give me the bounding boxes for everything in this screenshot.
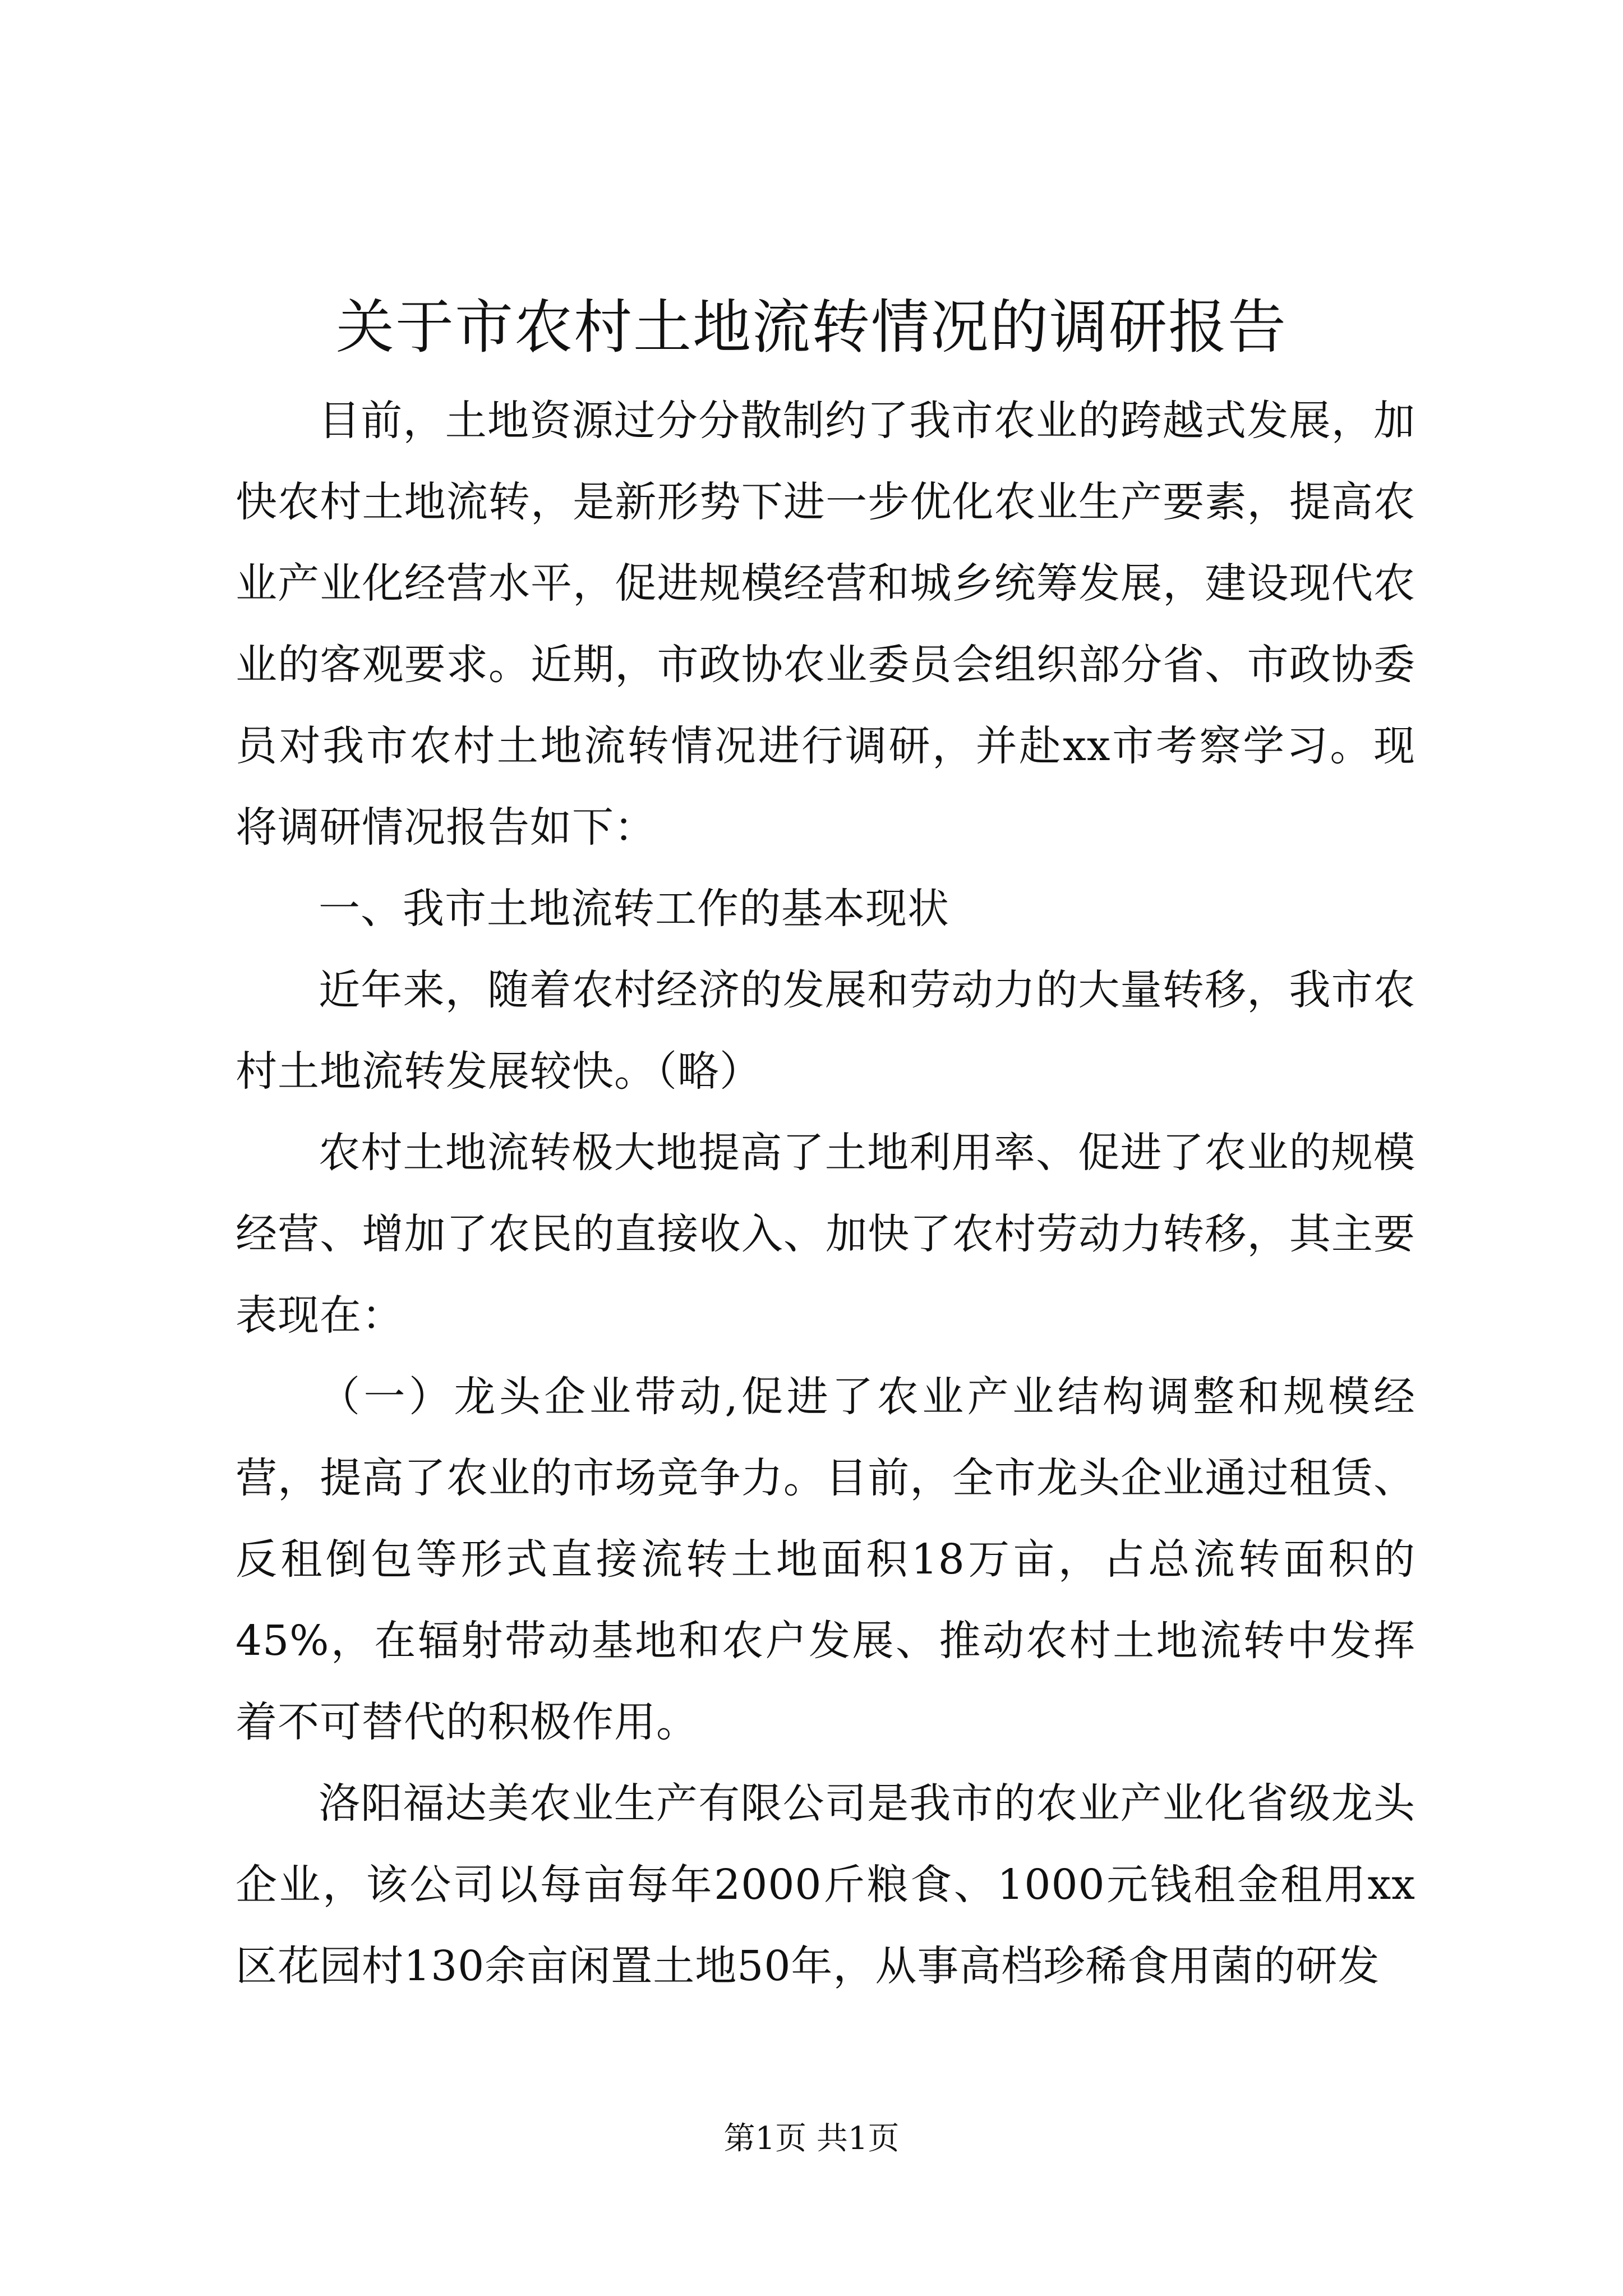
document-title: 关于市农村土地流转情况的调研报告 [335, 293, 1287, 361]
document-body [236, 380, 1415, 2007]
paragraph-example: 洛阳福达美农业生产有限公司是我市的农业产业化省级龙头企业，该公司以每亩每年2000斤粮食、1000元钱租金租用xx区花园村130余亩闲置土地50年，从事高档珍稀食用菌的研发 [236, 1779, 1415, 1990]
page-footer: 第1页 共1页 [723, 2120, 900, 2157]
paragraph-item-1: （一）龙头企业带动,促进了农业产业结构调整和规模经营，提高了农业的市场竞争力。目前，全市龙头企业通过租赁、反租倒包等形式直接流转土地面积18万亩，占总流转面积的45%，在辐射带动基地和农户发展、推动农村土地流转中发挥着不可替代的积极作用。 [236, 1373, 1415, 1746]
section-heading-1: 一、我市土地流转工作的基本现状 [319, 885, 949, 933]
paragraph-status: 近年来，随着农村经济的发展和劳动力的大量转移，我市农村土地流转发展较快。（略） [236, 966, 1415, 1096]
paragraph-intro: 目前，土地资源过分分散制约了我市农业的跨越式发展，加快农村土地流转，是新形势下进一步优化农业生产要素，提高农业产业化经营水平，促进规模经营和城乡统筹发展，建设现代农业的客观要求。近期，市政协农业委员会组织部分省、市政协委员对我市农村土地流转情况进行调研，并赴xx市考察学习。现将调研情况报告如下： [236, 397, 1415, 852]
paragraph-effects: 农村土地流转极大地提高了土地利用率、促进了农业的规模经营、增加了农民的直接收入、加快了农村劳动力转移，其主要表现在： [236, 1129, 1415, 1340]
